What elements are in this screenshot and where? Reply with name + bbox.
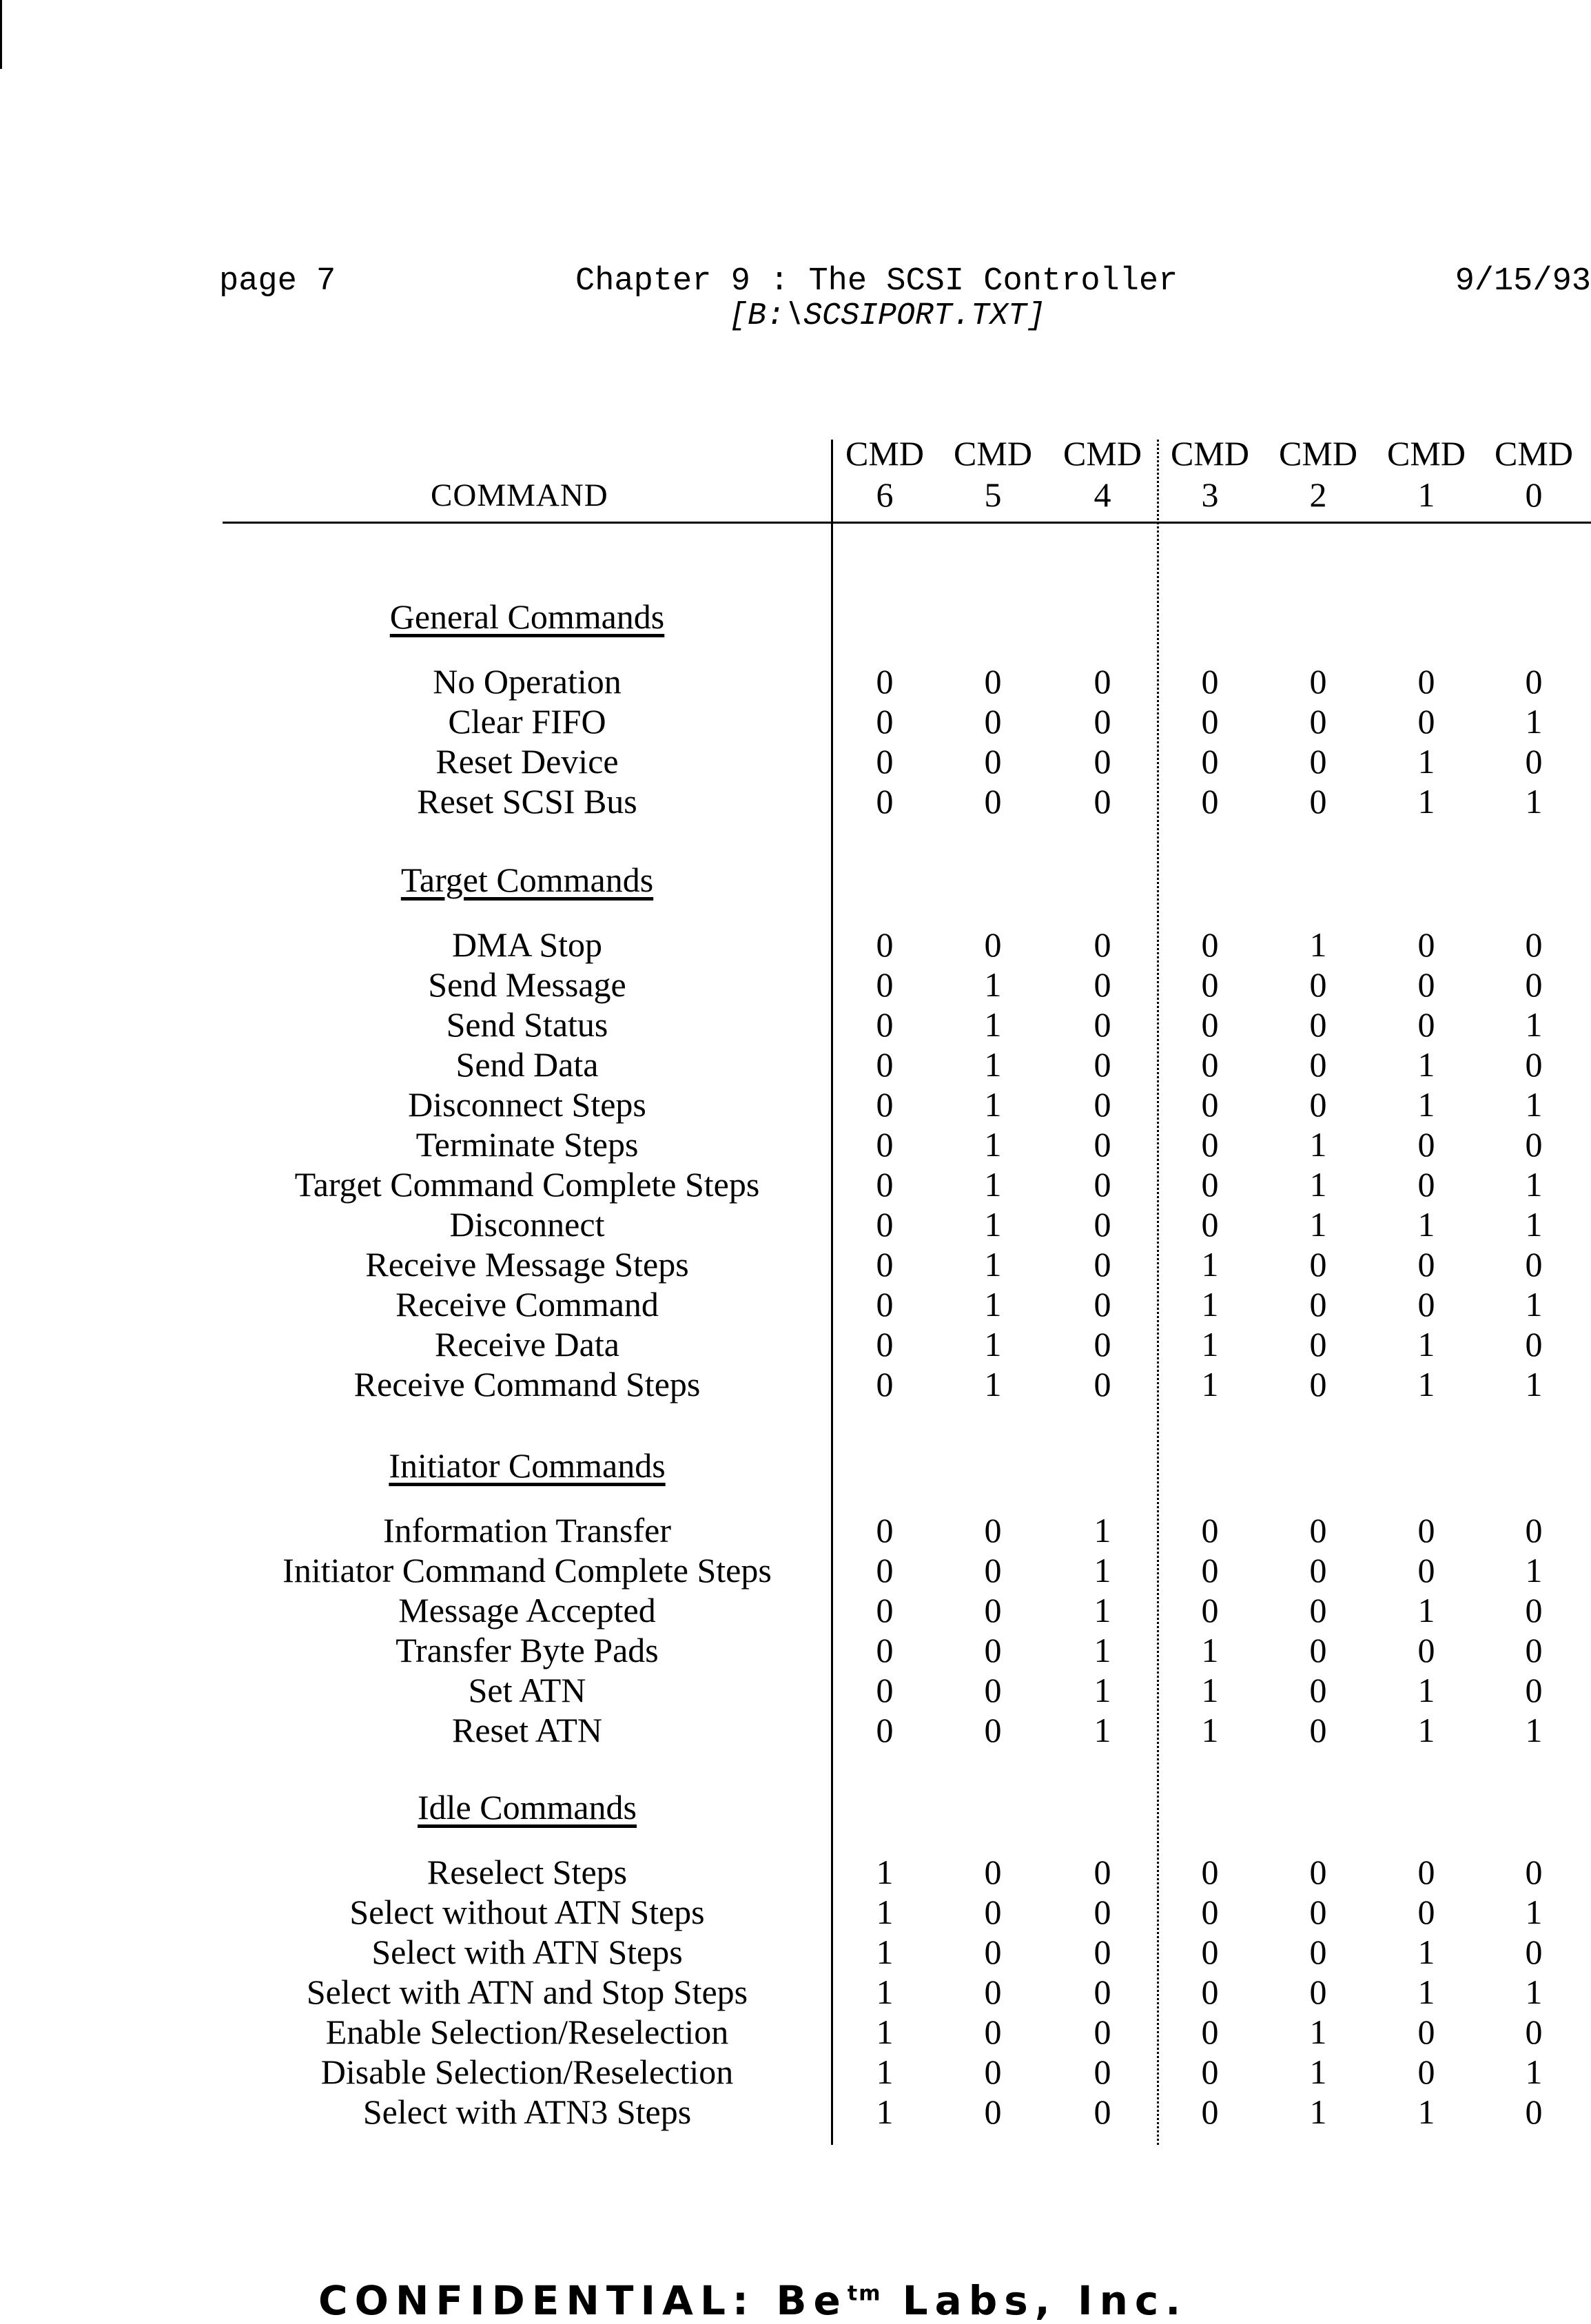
command-name: Receive Command Steps xyxy=(353,1365,701,1403)
bit-cell: 1 xyxy=(1525,1165,1543,1204)
bit-cell: 0 xyxy=(876,1285,894,1324)
bit-cell: 0 xyxy=(1309,1365,1327,1403)
bit-cell: 0 xyxy=(984,925,1002,964)
section-title: Idle Commands xyxy=(417,1788,637,1827)
bit-cell: 1 xyxy=(1094,1711,1111,1749)
bit-cell: 0 xyxy=(1201,782,1219,821)
bit-cell: 0 xyxy=(1201,1165,1219,1204)
bit-cell: 0 xyxy=(1201,2053,1219,2091)
bit-cell: 1 xyxy=(1525,1893,1543,1931)
bit-cell: 0 xyxy=(876,1005,894,1044)
bit-cell: 0 xyxy=(984,1671,1002,1709)
bit-cell: 1 xyxy=(1309,1205,1327,1244)
bit-cell: 1 xyxy=(1309,2013,1327,2051)
bit-cell: 1 xyxy=(1201,1671,1219,1709)
bit-cell: 1 xyxy=(1309,2092,1327,2131)
bit-cell: 1 xyxy=(1094,1591,1111,1629)
bit-cell: 0 xyxy=(984,1893,1002,1931)
bit-cell: 0 xyxy=(1525,662,1543,701)
column-header-label: CMD xyxy=(954,434,1032,473)
table-row xyxy=(0,661,1591,701)
table-row xyxy=(0,741,1591,781)
bit-cell: 1 xyxy=(1201,1325,1219,1364)
table-row xyxy=(0,1590,1591,1630)
command-name: Receive Command xyxy=(396,1285,659,1324)
table-row xyxy=(0,1852,1591,1892)
bit-cell: 1 xyxy=(1094,1511,1111,1550)
column-header-label: CMD xyxy=(1279,434,1357,473)
bit-cell: 0 xyxy=(1201,1125,1219,1164)
bit-cell: 1 xyxy=(876,2092,894,2131)
bit-cell: 0 xyxy=(1525,1325,1543,1364)
column-header-bit-number: 0 xyxy=(1525,475,1543,514)
bit-cell: 1 xyxy=(1417,1711,1435,1749)
bit-cell: 0 xyxy=(1309,1671,1327,1709)
table-row xyxy=(0,1005,1591,1045)
page-date: 9/15/93 xyxy=(1455,263,1591,300)
bit-cell: 0 xyxy=(1094,662,1111,701)
bit-cell: 0 xyxy=(984,1711,1002,1749)
section-title: General Commands xyxy=(389,597,665,636)
bit-cell: 1 xyxy=(1309,2053,1327,2091)
bit-cell: 0 xyxy=(1094,782,1111,821)
bit-cell: 0 xyxy=(1525,1245,1543,1284)
bit-cell: 1 xyxy=(984,1365,1002,1403)
bit-cell: 0 xyxy=(1094,2053,1111,2091)
table-row xyxy=(0,1164,1591,1204)
bit-cell: 0 xyxy=(1309,782,1327,821)
bit-cell: 0 xyxy=(984,1511,1002,1550)
table-row xyxy=(0,1124,1591,1164)
confidential-footer xyxy=(318,2277,1187,2324)
bit-cell: 0 xyxy=(1094,1325,1111,1364)
bit-cell: 1 xyxy=(876,1853,894,1891)
bit-cell: 0 xyxy=(1201,2013,1219,2051)
command-name: Set ATN xyxy=(468,1671,586,1709)
column-header-bit-number: 4 xyxy=(1094,475,1111,514)
bit-cell: 0 xyxy=(984,1631,1002,1669)
bit-cell: 1 xyxy=(984,1085,1002,1124)
table-row xyxy=(0,1932,1591,1972)
bit-cell: 0 xyxy=(876,1591,894,1629)
bit-cell: 0 xyxy=(1417,1551,1435,1590)
bit-cell: 1 xyxy=(876,1973,894,2011)
bit-cell: 0 xyxy=(1417,1165,1435,1204)
column-header-cmd-2 xyxy=(1266,433,1370,515)
bit-cell: 0 xyxy=(1417,965,1435,1004)
command-name: Reselect Steps xyxy=(427,1853,628,1891)
bit-cell: 0 xyxy=(1201,1085,1219,1124)
bit-cell: 0 xyxy=(1309,1245,1327,1284)
bit-cell: 0 xyxy=(1094,925,1111,964)
bit-cell: 0 xyxy=(984,1933,1002,1971)
column-header-label: CMD xyxy=(845,434,924,473)
command-name: Reset ATN xyxy=(451,1711,603,1749)
bit-cell: 0 xyxy=(1094,702,1111,741)
table-row xyxy=(0,1244,1591,1284)
table-row xyxy=(0,1670,1591,1710)
table-row xyxy=(0,965,1591,1005)
column-header-bit-number: 6 xyxy=(876,475,894,514)
bit-cell: 1 xyxy=(1417,2092,1435,2131)
bit-cell: 1 xyxy=(876,1933,894,1971)
bit-cell: 0 xyxy=(1309,702,1327,741)
command-name: Select with ATN Steps xyxy=(371,1933,683,1971)
bit-cell: 0 xyxy=(1094,742,1111,781)
bit-cell: 1 xyxy=(984,1005,1002,1044)
bit-cell: 0 xyxy=(1525,742,1543,781)
bit-cell: 0 xyxy=(1309,1511,1327,1550)
bit-cell: 0 xyxy=(1094,1853,1111,1891)
bit-cell: 0 xyxy=(1525,925,1543,964)
bit-cell: 0 xyxy=(1201,1551,1219,1590)
bit-cell: 0 xyxy=(1417,2053,1435,2091)
bit-cell: 0 xyxy=(1525,1511,1543,1550)
bit-cell: 0 xyxy=(1417,1245,1435,1284)
bit-cell: 0 xyxy=(876,1125,894,1164)
bit-cell: 0 xyxy=(1309,1005,1327,1044)
bit-cell: 0 xyxy=(1094,2092,1111,2131)
table-row xyxy=(0,701,1591,741)
bit-cell: 0 xyxy=(1309,1711,1327,1749)
bit-cell: 0 xyxy=(1309,1045,1327,1084)
command-name: Disconnect xyxy=(449,1205,605,1244)
bit-cell: 0 xyxy=(1201,1973,1219,2011)
bit-cell: 0 xyxy=(984,1591,1002,1629)
company-name-rest: Labs, Inc. xyxy=(902,2277,1188,2324)
command-name: Initiator Command Complete Steps xyxy=(283,1551,772,1590)
table-row xyxy=(0,1204,1591,1244)
bit-cell: 0 xyxy=(1417,662,1435,701)
bit-cell: 0 xyxy=(1094,1365,1111,1403)
table-row xyxy=(0,2012,1591,2052)
bit-cell: 0 xyxy=(1094,1045,1111,1084)
bit-cell: 1 xyxy=(984,1125,1002,1164)
bit-cell: 1 xyxy=(1417,1671,1435,1709)
bit-cell: 0 xyxy=(1525,1591,1543,1629)
bit-cell: 1 xyxy=(1417,1325,1435,1364)
bit-cell: 0 xyxy=(1417,1005,1435,1044)
confidential-label: CONFIDENTIAL: xyxy=(318,2277,756,2324)
column-header-bit-number: 3 xyxy=(1201,475,1219,514)
table-row xyxy=(0,1550,1591,1590)
bit-cell: 0 xyxy=(1201,1205,1219,1244)
bit-cell: 1 xyxy=(1094,1671,1111,1709)
bit-cell: 0 xyxy=(1201,1893,1219,1931)
bit-cell: 0 xyxy=(1525,1631,1543,1669)
column-header-label: CMD xyxy=(1171,434,1249,473)
column-header-cmd-5 xyxy=(941,433,1045,515)
bit-cell: 0 xyxy=(1094,1933,1111,1971)
table-row xyxy=(0,1630,1591,1670)
column-header-cmd-1 xyxy=(1375,433,1478,515)
bit-cell: 0 xyxy=(1201,662,1219,701)
bit-cell: 1 xyxy=(984,1205,1002,1244)
bit-cell: 0 xyxy=(1094,1165,1111,1204)
table-row xyxy=(0,781,1591,821)
bit-cell: 0 xyxy=(1525,1853,1543,1891)
command-name: Select without ATN Steps xyxy=(349,1893,705,1931)
command-name: Reset SCSI Bus xyxy=(417,782,637,821)
bit-cell: 0 xyxy=(1525,2092,1543,2131)
column-header-label: CMD xyxy=(1495,434,1573,473)
bit-cell: 0 xyxy=(1094,1285,1111,1324)
section-title: Target Commands xyxy=(400,861,654,899)
command-name: Select with ATN and Stop Steps xyxy=(306,1973,748,2011)
bit-cell: 0 xyxy=(876,1045,894,1084)
command-name: Select with ATN3 Steps xyxy=(362,2092,692,2131)
bit-cell: 0 xyxy=(1201,1005,1219,1044)
table-row xyxy=(0,1324,1591,1364)
column-header-label: CMD xyxy=(1063,434,1142,473)
bit-cell: 1 xyxy=(1417,1205,1435,1244)
table-row xyxy=(0,925,1591,965)
bit-cell: 0 xyxy=(1201,1591,1219,1629)
bit-cell: 0 xyxy=(1094,1973,1111,2011)
bit-cell: 0 xyxy=(1417,2013,1435,2051)
bit-cell: 0 xyxy=(1309,1933,1327,1971)
bit-cell: 0 xyxy=(1094,965,1111,1004)
bit-cell: 1 xyxy=(1525,1285,1543,1324)
bit-cell: 1 xyxy=(876,1893,894,1931)
bit-cell: 0 xyxy=(1309,1085,1327,1124)
bit-cell: 1 xyxy=(1417,1085,1435,1124)
bit-cell: 0 xyxy=(984,742,1002,781)
command-name: Send Message xyxy=(428,965,626,1004)
bit-cell: 0 xyxy=(984,1853,1002,1891)
bit-cell: 1 xyxy=(984,1285,1002,1324)
bit-cell: 0 xyxy=(876,1325,894,1364)
command-name: Transfer Byte Pads xyxy=(396,1631,659,1669)
bit-cell: 1 xyxy=(876,2053,894,2091)
table-row xyxy=(0,1892,1591,1932)
command-name: Target Command Complete Steps xyxy=(294,1165,760,1204)
bit-cell: 1 xyxy=(876,2013,894,2051)
table-row xyxy=(0,1045,1591,1084)
bit-cell: 0 xyxy=(1201,2092,1219,2131)
bit-cell: 1 xyxy=(1417,1365,1435,1403)
bit-cell: 0 xyxy=(1309,1631,1327,1669)
bit-cell: 0 xyxy=(1309,1591,1327,1629)
bit-cell: 0 xyxy=(876,965,894,1004)
bit-cell: 0 xyxy=(1417,1853,1435,1891)
bit-cell: 0 xyxy=(876,1165,894,1204)
bit-cell: 0 xyxy=(1201,1511,1219,1550)
command-name: Send Status xyxy=(446,1005,608,1044)
command-name: Reset Device xyxy=(435,742,619,781)
bit-cell: 0 xyxy=(1309,662,1327,701)
scan-edge-mark xyxy=(0,0,2,69)
table-row xyxy=(0,1510,1591,1550)
bit-cell: 0 xyxy=(1417,1125,1435,1164)
bit-cell: 0 xyxy=(1309,1285,1327,1324)
bit-cell: 0 xyxy=(876,1631,894,1669)
bit-cell: 0 xyxy=(1417,1893,1435,1931)
bit-cell: 0 xyxy=(984,1551,1002,1590)
bit-cell: 1 xyxy=(1094,1631,1111,1669)
bit-cell: 0 xyxy=(1309,1973,1327,2011)
bit-cell: 1 xyxy=(1525,1973,1543,2011)
command-name: Information Transfer xyxy=(383,1511,671,1550)
column-header-cmd-0 xyxy=(1482,433,1585,515)
page-number: page 7 xyxy=(219,263,336,300)
bit-cell: 0 xyxy=(1525,1125,1543,1164)
bit-cell: 0 xyxy=(876,1205,894,1244)
bit-cell: 1 xyxy=(984,1245,1002,1284)
bit-cell: 1 xyxy=(1201,1285,1219,1324)
bit-cell: 0 xyxy=(1094,2013,1111,2051)
bit-cell: 0 xyxy=(984,2013,1002,2051)
bit-cell: 1 xyxy=(1094,1551,1111,1590)
command-name: Receive Message Steps xyxy=(365,1245,689,1284)
table-row xyxy=(0,2092,1591,2132)
bit-cell: 0 xyxy=(876,925,894,964)
company-name: Be xyxy=(776,2277,848,2324)
bit-cell: 0 xyxy=(1309,742,1327,781)
bit-cell: 0 xyxy=(1094,1125,1111,1164)
bit-cell: 0 xyxy=(1201,925,1219,964)
bit-cell: 0 xyxy=(876,1511,894,1550)
bit-cell: 1 xyxy=(1525,1365,1543,1403)
bit-cell: 0 xyxy=(984,702,1002,741)
command-name: DMA Stop xyxy=(451,925,603,964)
bit-cell: 0 xyxy=(1094,1893,1111,1931)
bit-cell: 0 xyxy=(1309,1853,1327,1891)
bit-cell: 0 xyxy=(1525,1671,1543,1709)
bit-cell: 1 xyxy=(1417,742,1435,781)
bit-cell: 0 xyxy=(1417,1631,1435,1669)
bit-cell: 1 xyxy=(1525,782,1543,821)
bit-cell: 0 xyxy=(1201,702,1219,741)
bit-cell: 1 xyxy=(1417,1045,1435,1084)
bit-cell: 0 xyxy=(984,782,1002,821)
bit-cell: 1 xyxy=(1201,1245,1219,1284)
bit-cell: 0 xyxy=(1201,965,1219,1004)
column-header-bit-number: 1 xyxy=(1417,475,1435,514)
bit-cell: 0 xyxy=(984,662,1002,701)
command-name: Disable Selection/Reselection xyxy=(320,2053,734,2091)
bit-cell: 1 xyxy=(1525,702,1543,741)
bit-cell: 0 xyxy=(1094,1205,1111,1244)
bit-cell: 1 xyxy=(984,1045,1002,1084)
bit-cell: 1 xyxy=(1201,1631,1219,1669)
table-row xyxy=(0,1710,1591,1750)
column-header-bit-number: 5 xyxy=(984,475,1002,514)
bit-cell: 1 xyxy=(1417,1591,1435,1629)
bit-cell: 1 xyxy=(1417,1973,1435,2011)
bit-cell: 0 xyxy=(1309,1893,1327,1931)
column-header-cmd-4 xyxy=(1051,433,1154,515)
bit-cell: 1 xyxy=(1525,2053,1543,2091)
file-path: [B:\SCSIPORT.TXT] xyxy=(729,298,1046,333)
bit-cell: 1 xyxy=(1201,1711,1219,1749)
column-header-cmd-6 xyxy=(833,433,936,515)
bit-cell: 0 xyxy=(876,662,894,701)
bit-cell: 0 xyxy=(1417,925,1435,964)
bit-cell: 0 xyxy=(1094,1085,1111,1124)
bit-cell: 0 xyxy=(984,1973,1002,2011)
section-title: Initiator Commands xyxy=(389,1446,666,1485)
bit-cell: 0 xyxy=(1417,702,1435,741)
command-column-header: COMMAND xyxy=(431,477,608,513)
bit-cell: 0 xyxy=(1417,1285,1435,1324)
command-name: Send Data xyxy=(455,1045,599,1084)
command-name: No Operation xyxy=(433,662,622,701)
bit-cell: 1 xyxy=(1525,1205,1543,1244)
bit-cell: 1 xyxy=(1525,1005,1543,1044)
command-name: Message Accepted xyxy=(398,1591,656,1629)
table-row xyxy=(0,1364,1591,1404)
table-row xyxy=(0,1972,1591,2012)
bit-cell: 1 xyxy=(1417,1933,1435,1971)
bit-cell: 0 xyxy=(1525,1933,1543,1971)
bit-cell: 0 xyxy=(876,1365,894,1403)
bit-cell: 0 xyxy=(1201,1933,1219,1971)
bit-cell: 0 xyxy=(1525,1045,1543,1084)
bit-cell: 0 xyxy=(1094,1005,1111,1044)
bit-cell: 1 xyxy=(1201,1365,1219,1403)
table-row xyxy=(0,2052,1591,2092)
bit-cell: 1 xyxy=(984,1165,1002,1204)
command-name: Terminate Steps xyxy=(415,1125,639,1164)
column-header-cmd-3 xyxy=(1158,433,1262,515)
command-name: Clear FIFO xyxy=(448,702,606,741)
bit-cell: 0 xyxy=(876,1245,894,1284)
bit-cell: 1 xyxy=(1525,1085,1543,1124)
bit-cell: 0 xyxy=(876,1671,894,1709)
command-name: Receive Data xyxy=(435,1325,619,1364)
header-divider xyxy=(223,522,1591,524)
table-row xyxy=(0,1284,1591,1324)
bit-cell: 1 xyxy=(1525,1551,1543,1590)
bit-cell: 0 xyxy=(1201,1045,1219,1084)
column-header-bit-number: 2 xyxy=(1309,475,1327,514)
chapter-title: Chapter 9 : The SCSI Controller xyxy=(575,263,1178,300)
bit-cell: 1 xyxy=(1309,925,1327,964)
trademark-mark: tm xyxy=(847,2281,882,2306)
bit-cell: 0 xyxy=(1525,2013,1543,2051)
bit-cell: 0 xyxy=(876,782,894,821)
bit-cell: 1 xyxy=(984,965,1002,1004)
bit-cell: 0 xyxy=(1309,1325,1327,1364)
bit-cell: 0 xyxy=(1201,1853,1219,1891)
bit-cell: 0 xyxy=(1094,1245,1111,1284)
bit-cell: 0 xyxy=(876,1551,894,1590)
bit-cell: 0 xyxy=(984,2092,1002,2131)
bit-cell: 1 xyxy=(1309,1165,1327,1204)
bit-cell: 0 xyxy=(1417,1511,1435,1550)
bit-cell: 1 xyxy=(1417,782,1435,821)
bit-cell: 0 xyxy=(1525,965,1543,1004)
bit-cell: 0 xyxy=(1309,965,1327,1004)
bit-cell: 0 xyxy=(984,2053,1002,2091)
bit-cell: 0 xyxy=(1201,742,1219,781)
bit-cell: 1 xyxy=(1309,1125,1327,1164)
bit-cell: 0 xyxy=(876,702,894,741)
table-row xyxy=(0,1084,1591,1124)
bit-cell: 0 xyxy=(876,1085,894,1124)
command-name: Enable Selection/Reselection xyxy=(325,2013,729,2051)
bit-cell: 0 xyxy=(1309,1551,1327,1590)
column-header-label: CMD xyxy=(1387,434,1466,473)
command-name: Disconnect Steps xyxy=(408,1085,646,1124)
bit-cell: 0 xyxy=(876,742,894,781)
bit-cell: 1 xyxy=(984,1325,1002,1364)
bit-cell: 0 xyxy=(876,1711,894,1749)
bit-cell: 1 xyxy=(1525,1711,1543,1749)
